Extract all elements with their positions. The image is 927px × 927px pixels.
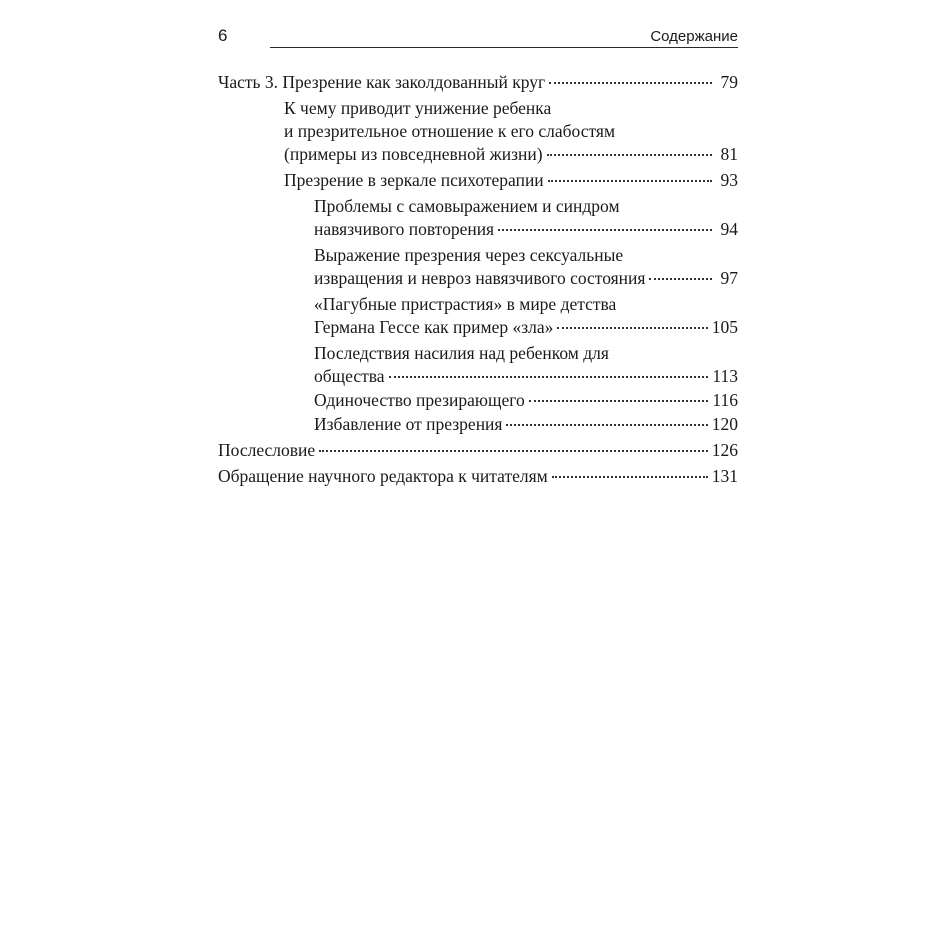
toc-entry-title: Одиночество презирающего [314, 390, 525, 410]
toc-entry-title: Германа Гессе как пример «зла» [314, 317, 554, 337]
dot-leader [547, 154, 712, 156]
toc-entry [218, 439, 738, 462]
toc-entry-title: Последствия насилия над ребенком для [314, 343, 609, 363]
toc-entry [314, 342, 738, 388]
toc-entry-title: Выражение презрения через сексуальные [314, 245, 624, 265]
toc-entry-title: извращения и невроз навязчивого состояния [314, 268, 646, 288]
toc-entry [284, 169, 738, 192]
dot-leader [529, 400, 709, 402]
toc-page-number: 81 [720, 144, 738, 164]
toc-entry-title: навязчивого повторения [314, 219, 495, 239]
toc-page-number: 97 [720, 268, 738, 288]
page-header [218, 26, 738, 50]
toc-entry-title: «Пагубные пристрастия» в мире детства [314, 294, 617, 314]
dot-leader [498, 229, 712, 231]
table-of-contents [218, 71, 738, 489]
dot-leader [506, 424, 707, 426]
toc-entry [314, 389, 738, 412]
toc-entry-title: Презрение в зеркале психотерапии [284, 170, 544, 190]
header-rule [270, 47, 738, 48]
toc-entry-title: (примеры из повседневной жизни) [284, 144, 543, 164]
dot-leader [552, 476, 708, 478]
dot-leader [649, 278, 712, 280]
toc-page-number: 116 [712, 390, 738, 410]
toc-page-number: 93 [720, 170, 738, 190]
toc-page-number: 113 [712, 366, 738, 386]
toc-entry-title: Послесловие [218, 440, 316, 460]
dot-leader [549, 82, 712, 84]
toc-entry [218, 465, 738, 488]
toc-entry-title: общества [314, 366, 385, 386]
toc-entry [314, 195, 738, 241]
toc-entry [314, 413, 738, 436]
dot-leader [548, 180, 712, 182]
toc-entry-title: Избавление от презрения [314, 414, 503, 434]
toc-page-number: 131 [711, 466, 738, 486]
toc-entry-title: Обращение научного редактора к читателям [218, 466, 548, 486]
toc-entry [284, 97, 738, 166]
toc-page-number: 79 [720, 72, 738, 92]
dot-leader [319, 450, 708, 452]
running-head: Содержание [650, 28, 738, 45]
dot-leader [389, 376, 709, 378]
toc-entry [314, 244, 738, 290]
page-number: 6 [218, 26, 228, 45]
toc-entry [218, 71, 738, 94]
toc-entry-title: и презрительное отношение к его слабостям [284, 121, 616, 141]
toc-page-number: 105 [711, 317, 738, 337]
toc-page-number: 94 [720, 219, 738, 239]
dot-leader [557, 327, 707, 329]
toc-page-number: 120 [711, 414, 738, 434]
toc-entry-title: Часть 3. Презрение как заколдованный круг [218, 72, 546, 92]
toc-entry-title: К чему приводит унижение ребенка [284, 98, 552, 118]
toc-page-number: 126 [711, 440, 738, 460]
toc-entry-title: Проблемы с самовыражением и синдром [314, 196, 620, 216]
toc-entry [314, 293, 738, 339]
